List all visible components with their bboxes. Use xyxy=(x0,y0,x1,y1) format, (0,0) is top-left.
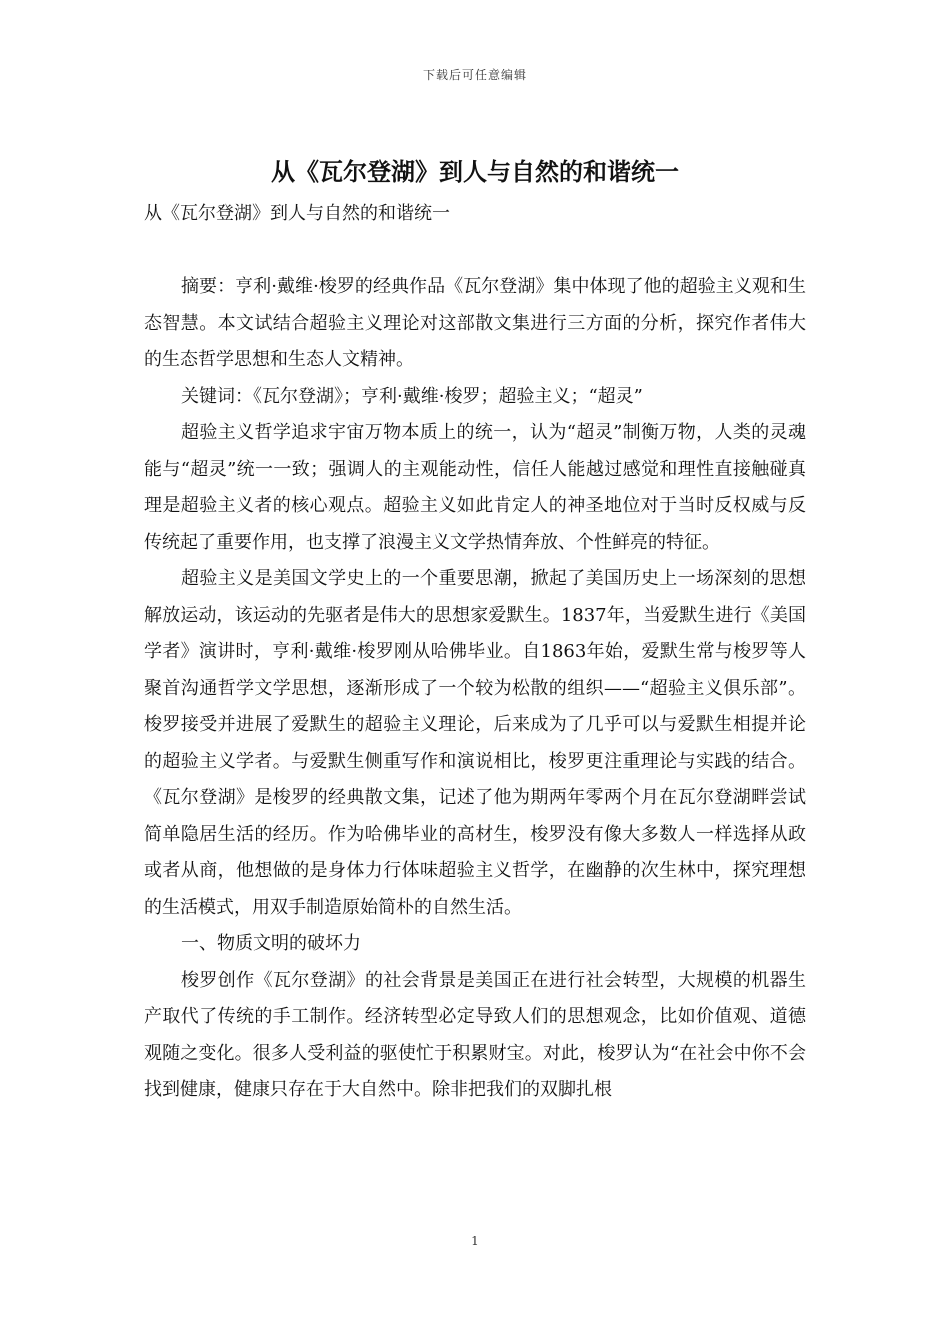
document-title: 从《瓦尔登湖》到人与自然的和谐统一 xyxy=(271,158,679,186)
page-number: 1 xyxy=(471,1234,479,1248)
document-subtitle: 从《瓦尔登湖》到人与自然的和谐统一 xyxy=(144,203,450,224)
body-paragraph: 梭罗创作《瓦尔登湖》的社会背景是美国正在进行社会转型，大规模的机器生产取代了传统的手工制作。经济转型必定导致人们的思想观念，比如价值观、道德观随之变化。很多人受利益的驱使忙于积累财宝。对此，梭罗认为“在社会中你不会找到健康，健康只存在于大自然中。除非把我们的双脚扎根 xyxy=(144,969,806,1100)
body-paragraph: 超验主义哲学追求宇宙万物本质上的统一，认为“超灵”制衡万物，人类的灵魂能与“超灵”统一一致；强调人的主观能动性，信任人能越过感觉和理性直接触碰真理是超验主义者的核心观点。超验主义如此肯定人的神圣地位对于当时反权威与反传统起了重要作用，也支撑了浪漫主义文学热情奔放、个性鲜亮的特征。 xyxy=(144,422,806,553)
abstract-paragraph: 摘要：亨利·戴维·梭罗的经典作品《瓦尔登湖》集中体现了他的超验主义观和生态智慧。本文试结合超验主义理论对这部散文集进行三方面的分析，探究作者伟大的生态哲学思想和生态人文精神。 xyxy=(144,276,806,370)
section-heading: 一、物质文明的破坏力 xyxy=(181,933,361,954)
document-body xyxy=(144,196,806,1109)
page-header: 下载后可任意编辑 xyxy=(422,68,527,82)
body-paragraph: 超验主义是美国文学史上的一个重要思潮，掀起了美国历史上一场深刻的思想解放运动，该运动的先驱者是伟大的思想家爱默生。1837年，当爱默生进行《美国学者》演讲时，亨利·戴维·梭罗刚从哈佛毕业。自1863年始，爱默生常与梭罗等人聚首沟通哲学文学思想，逐渐形成了一个较为松散的组织——“超验主义俱乐部”。梭罗接受并进展了爱默生的超验主义理论，后来成为了几乎可以与爱默生相提并论的超验主义学者。与爱默生侧重写作和演说相比，梭罗更注重理论与实践的结合。《瓦尔登湖》是梭罗的经典散文集，记述了他为期两年零两个月在瓦尔登湖畔尝试简单隐居生活的经历。作为哈佛毕业的高材生，梭罗没有像大多数人一样选择从政或者从商，他想做的是身体力行体味超验主义哲学，在幽静的次生林中，探究理想的生活模式，用双手制造原始简朴的自然生活。 xyxy=(144,568,806,918)
keywords-line: 关键词：《瓦尔登湖》；亨利·戴维·梭罗；超验主义；“超灵” xyxy=(181,385,643,407)
